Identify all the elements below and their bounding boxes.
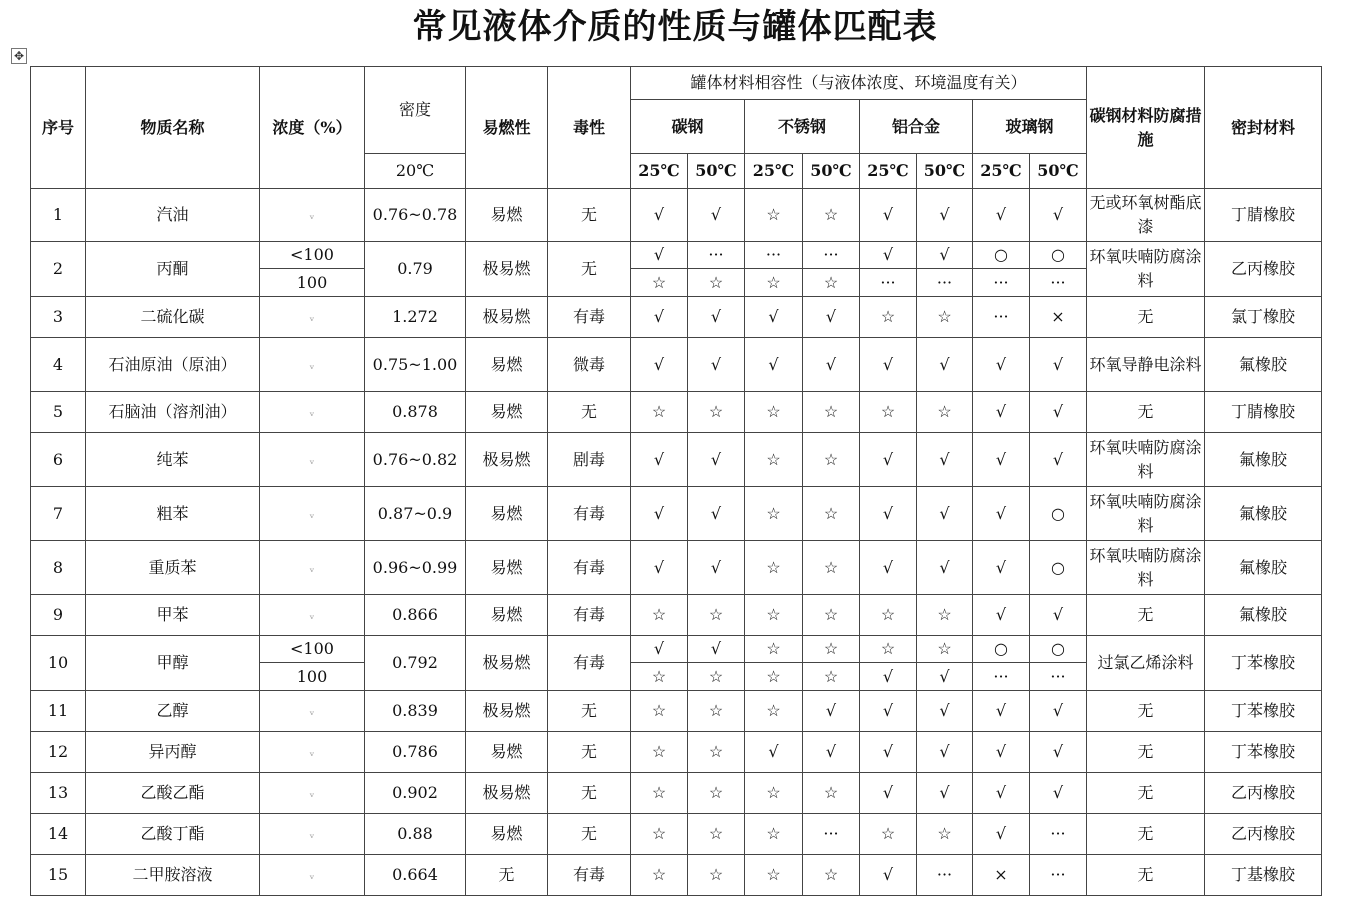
compat-cell: ··· [973,663,1030,691]
compat-cell: ☆ [917,392,973,433]
compat-cell: √ [631,487,688,541]
table-row [31,541,1322,595]
header-index: 序号 [31,67,86,189]
row-flammability: 易燃 [466,487,548,541]
row-seal: 丁苯橡胶 [1205,732,1322,773]
row-index: 3 [31,297,86,338]
row-protection: 过氯乙烯涂料 [1087,636,1205,691]
row-index: 12 [31,732,86,773]
header-material: 铝合金 [860,100,973,154]
compat-cell: √ [860,663,917,691]
header-temp: 25℃ [745,154,803,189]
compat-cell: ☆ [917,814,973,855]
compat-cell: √ [745,297,803,338]
row-seal: 氟橡胶 [1205,338,1322,392]
header-protection: 碳钢材料防腐措施 [1087,67,1205,189]
row-index: 10 [31,636,86,691]
row-flammability: 易燃 [466,732,548,773]
row-seal: 氯丁橡胶 [1205,297,1322,338]
header-material: 玻璃钢 [973,100,1087,154]
compat-cell: ☆ [745,814,803,855]
compat-cell: ☆ [688,773,745,814]
compat-cell: ☆ [631,392,688,433]
compat-cell: ☆ [803,773,860,814]
compat-cell: ○ [973,242,1030,269]
row-toxicity: 无 [548,691,631,732]
compat-cell: √ [803,297,860,338]
row-flammability: 易燃 [466,541,548,595]
compat-cell: √ [745,338,803,392]
row-protection: 无 [1087,814,1205,855]
table-row [31,855,1322,896]
compat-cell: ··· [973,269,1030,297]
row-protection: 无或环氧树酯底漆 [1087,189,1205,242]
compat-cell: √ [631,541,688,595]
row-density: 0.87~0.9 [365,487,466,541]
compat-cell: ☆ [803,189,860,242]
header-temp: 50℃ [688,154,745,189]
row-flammability: 易燃 [466,189,548,242]
compat-cell: √ [1030,732,1087,773]
compat-cell: √ [973,691,1030,732]
header-name: 物质名称 [86,67,260,189]
row-concentration: ᵥ [260,189,365,242]
row-name: 丙酮 [86,242,260,297]
table-row [31,433,1322,487]
header-toxicity: 毒性 [548,67,631,189]
compat-cell: √ [688,541,745,595]
row-toxicity: 有毒 [548,297,631,338]
compat-cell: √ [745,732,803,773]
row-concentration: ᵥ [260,773,365,814]
compat-cell: ☆ [688,269,745,297]
compat-cell: √ [860,541,917,595]
row-toxicity: 有毒 [548,541,631,595]
compat-cell: ☆ [688,595,745,636]
row-toxicity: 有毒 [548,636,631,691]
header-concentration: 浓度（%） [260,67,365,189]
compat-cell: ☆ [803,636,860,663]
compat-cell: √ [973,338,1030,392]
row-toxicity: 无 [548,773,631,814]
row-density: 0.792 [365,636,466,691]
row-name: 粗苯 [86,487,260,541]
compat-cell: √ [973,392,1030,433]
row-concentration: ᵥ [260,338,365,392]
compat-cell: √ [860,691,917,732]
compat-cell: √ [688,338,745,392]
row-density: 0.902 [365,773,466,814]
compat-cell: √ [688,189,745,242]
compat-cell: √ [973,189,1030,242]
row-index: 9 [31,595,86,636]
compat-cell: ☆ [803,487,860,541]
compat-cell: ○ [1030,242,1087,269]
row-protection: 无 [1087,773,1205,814]
header-temp: 25℃ [973,154,1030,189]
compat-cell: ··· [1030,269,1087,297]
table-row [31,595,1322,636]
row-index: 15 [31,855,86,896]
compat-cell: ☆ [631,269,688,297]
row-index: 6 [31,433,86,487]
row-name: 石油原油（原油） [86,338,260,392]
compat-cell: ☆ [745,691,803,732]
header-density-temp: 20℃ [365,154,466,189]
row-protection: 环氧呋喃防腐涂料 [1087,433,1205,487]
compat-cell: √ [803,691,860,732]
row-density: 0.866 [365,595,466,636]
document-title: 常见液体介质的性质与罐体匹配表 [412,7,938,47]
compat-cell: √ [917,732,973,773]
compat-cell: √ [917,338,973,392]
table-row [31,242,1322,269]
compat-cell: ○ [1030,487,1087,541]
row-name: 甲苯 [86,595,260,636]
row-flammability: 极易燃 [466,773,548,814]
row-protection: 环氧呋喃防腐涂料 [1087,487,1205,541]
compat-cell: ☆ [803,269,860,297]
compat-cell: × [973,855,1030,896]
row-concentration: <100 [260,636,365,663]
header-temp: 25℃ [860,154,917,189]
table-row [31,732,1322,773]
row-concentration: ᵥ [260,297,365,338]
compatibility-table [30,66,1322,896]
compat-cell: √ [631,338,688,392]
compat-cell: √ [917,242,973,269]
header-material: 碳钢 [631,100,745,154]
row-seal: 丁苯橡胶 [1205,691,1322,732]
compat-cell: √ [1030,595,1087,636]
header-temp: 50℃ [803,154,860,189]
row-protection: 无 [1087,855,1205,896]
row-concentration: 100 [260,663,365,691]
row-index: 5 [31,392,86,433]
row-toxicity: 无 [548,242,631,297]
row-density: 0.96~0.99 [365,541,466,595]
row-name: 石脑油（溶剂油） [86,392,260,433]
compat-cell: ☆ [745,487,803,541]
compat-cell: √ [631,636,688,663]
compat-cell: ☆ [745,773,803,814]
compat-cell: ··· [803,242,860,269]
compat-cell: √ [688,297,745,338]
row-index: 1 [31,189,86,242]
header-temp: 50℃ [917,154,973,189]
move-handle-icon[interactable]: ✥ [11,48,27,64]
compat-cell: √ [688,433,745,487]
row-seal: 氟橡胶 [1205,487,1322,541]
compat-cell: ☆ [745,541,803,595]
row-flammability: 极易燃 [466,691,548,732]
row-protection: 无 [1087,392,1205,433]
table-row [31,487,1322,541]
compat-cell: ☆ [803,392,860,433]
row-toxicity: 有毒 [548,855,631,896]
compat-cell: √ [631,433,688,487]
compat-cell: √ [973,541,1030,595]
row-name: 乙醇 [86,691,260,732]
compat-cell: ☆ [745,269,803,297]
row-protection: 无 [1087,595,1205,636]
compat-cell: ··· [973,297,1030,338]
compat-cell: ··· [1030,663,1087,691]
header-material: 不锈钢 [745,100,860,154]
compat-cell: √ [688,487,745,541]
compat-cell: ○ [1030,541,1087,595]
compat-cell: × [1030,297,1087,338]
row-name: 汽油 [86,189,260,242]
row-density: 0.75~1.00 [365,338,466,392]
row-flammability: 极易燃 [466,433,548,487]
compat-cell: ☆ [631,732,688,773]
compat-cell: ☆ [631,814,688,855]
row-density: 0.76~0.82 [365,433,466,487]
row-density: 0.79 [365,242,466,297]
compat-cell: √ [1030,189,1087,242]
row-name: 二硫化碳 [86,297,260,338]
compat-cell: √ [803,338,860,392]
compat-cell: ☆ [745,636,803,663]
compat-cell: √ [860,773,917,814]
compat-cell: ☆ [688,392,745,433]
compat-cell: √ [1030,691,1087,732]
compat-cell: ☆ [631,595,688,636]
row-index: 2 [31,242,86,297]
compat-cell: √ [1030,338,1087,392]
row-density: 0.839 [365,691,466,732]
compat-cell: ☆ [745,433,803,487]
row-name: 二甲胺溶液 [86,855,260,896]
row-concentration: ᵥ [260,433,365,487]
compat-cell: √ [917,487,973,541]
row-name: 异丙醇 [86,732,260,773]
row-density: 0.76~0.78 [365,189,466,242]
table-row [31,189,1322,242]
header-temp: 25℃ [631,154,688,189]
compat-cell: √ [860,855,917,896]
table-row [31,773,1322,814]
compat-cell: ☆ [803,595,860,636]
compat-cell: ··· [917,855,973,896]
table-row [31,338,1322,392]
row-concentration: 100 [260,269,365,297]
table-row [31,392,1322,433]
row-toxicity: 无 [548,189,631,242]
compat-cell: √ [860,732,917,773]
compat-cell: √ [917,541,973,595]
row-index: 11 [31,691,86,732]
row-seal: 丁苯橡胶 [1205,636,1322,691]
row-density: 0.878 [365,392,466,433]
compat-cell: ··· [803,814,860,855]
row-concentration: ᵥ [260,855,365,896]
row-protection: 无 [1087,297,1205,338]
compat-cell: √ [1030,392,1087,433]
compat-cell: √ [631,297,688,338]
row-seal: 氟橡胶 [1205,433,1322,487]
compat-cell: ☆ [631,773,688,814]
table-row [31,691,1322,732]
compat-cell: √ [860,242,917,269]
row-name: 乙酸乙酯 [86,773,260,814]
compat-cell: ○ [1030,636,1087,663]
row-seal: 丁基橡胶 [1205,855,1322,896]
compat-cell: √ [917,433,973,487]
row-seal: 氟橡胶 [1205,595,1322,636]
row-concentration: ᵥ [260,691,365,732]
header-row [31,67,1322,100]
compat-cell: ☆ [688,691,745,732]
compat-cell: ☆ [745,189,803,242]
compat-cell: √ [631,189,688,242]
header-density: 密度 [365,67,466,154]
row-seal: 丁腈橡胶 [1205,189,1322,242]
row-flammability: 极易燃 [466,242,548,297]
row-name: 纯苯 [86,433,260,487]
row-flammability: 易燃 [466,814,548,855]
compat-cell: ☆ [803,663,860,691]
row-density: 0.786 [365,732,466,773]
compat-cell: ☆ [860,636,917,663]
row-seal: 乙丙橡胶 [1205,242,1322,297]
row-toxicity: 无 [548,392,631,433]
row-concentration: ᵥ [260,541,365,595]
row-seal: 氟橡胶 [1205,541,1322,595]
row-density: 0.664 [365,855,466,896]
compat-cell: ☆ [860,297,917,338]
row-index: 4 [31,338,86,392]
compat-cell: √ [860,433,917,487]
compat-cell: ☆ [631,663,688,691]
compat-cell: √ [973,814,1030,855]
row-seal: 丁腈橡胶 [1205,392,1322,433]
compat-cell: √ [973,487,1030,541]
row-concentration: ᵥ [260,392,365,433]
row-toxicity: 无 [548,732,631,773]
compat-cell: √ [973,773,1030,814]
compat-cell: √ [860,189,917,242]
compat-cell: ··· [917,269,973,297]
row-index: 8 [31,541,86,595]
compat-cell: √ [917,773,973,814]
header-compat-group: 罐体材料相容性（与液体浓度、环境温度有关） [631,67,1087,100]
row-flammability: 易燃 [466,595,548,636]
compat-cell: ☆ [860,595,917,636]
row-flammability: 极易燃 [466,636,548,691]
row-toxicity: 有毒 [548,595,631,636]
row-name: 重质苯 [86,541,260,595]
compat-cell: ☆ [745,855,803,896]
compat-cell: ☆ [917,636,973,663]
compat-cell: ☆ [745,392,803,433]
compat-cell: ··· [1030,814,1087,855]
compat-cell: √ [631,242,688,269]
row-protection: 环氧呋喃防腐涂料 [1087,242,1205,297]
compat-cell: ☆ [688,732,745,773]
compat-cell: ☆ [745,595,803,636]
compat-cell: ··· [688,242,745,269]
compat-cell: √ [1030,773,1087,814]
row-concentration: ᵥ [260,595,365,636]
table-row [31,814,1322,855]
compat-cell: ☆ [803,433,860,487]
compat-cell: √ [1030,433,1087,487]
compat-cell: ··· [745,242,803,269]
compat-cell: ☆ [631,691,688,732]
compat-cell: ··· [860,269,917,297]
header-seal: 密封材料 [1205,67,1322,189]
compat-cell: ☆ [688,855,745,896]
row-concentration: ᵥ [260,732,365,773]
table-row [31,297,1322,338]
row-flammability: 易燃 [466,338,548,392]
row-index: 7 [31,487,86,541]
compat-cell: √ [688,636,745,663]
compat-cell: ☆ [631,855,688,896]
compat-cell: √ [917,663,973,691]
compat-cell: ☆ [745,663,803,691]
table-row [31,636,1322,663]
row-density: 1.272 [365,297,466,338]
row-flammability: 无 [466,855,548,896]
row-concentration: ᵥ [260,814,365,855]
header-temp: 50℃ [1030,154,1087,189]
compat-cell: ☆ [917,297,973,338]
row-toxicity: 有毒 [548,487,631,541]
row-name: 乙酸丁酯 [86,814,260,855]
row-name: 甲醇 [86,636,260,691]
compat-cell: ☆ [803,541,860,595]
compat-cell: √ [973,732,1030,773]
row-protection: 环氧导静电涂料 [1087,338,1205,392]
row-protection: 无 [1087,732,1205,773]
compat-cell: √ [917,691,973,732]
compat-cell: √ [860,338,917,392]
compat-cell: ○ [973,636,1030,663]
compat-cell: √ [917,189,973,242]
row-index: 14 [31,814,86,855]
compat-cell: ☆ [860,392,917,433]
row-toxicity: 微毒 [548,338,631,392]
compat-cell: √ [860,487,917,541]
row-density: 0.88 [365,814,466,855]
row-flammability: 易燃 [466,392,548,433]
row-concentration: ᵥ [260,487,365,541]
row-flammability: 极易燃 [466,297,548,338]
row-protection: 环氧呋喃防腐涂料 [1087,541,1205,595]
compat-cell: √ [973,595,1030,636]
compat-cell: ☆ [688,814,745,855]
compat-cell: ☆ [917,595,973,636]
header-flammability: 易燃性 [466,67,548,189]
row-seal: 乙丙橡胶 [1205,773,1322,814]
row-index: 13 [31,773,86,814]
compat-cell: ··· [1030,855,1087,896]
compat-cell: ☆ [688,663,745,691]
row-toxicity: 剧毒 [548,433,631,487]
row-toxicity: 无 [548,814,631,855]
compat-cell: ☆ [860,814,917,855]
compat-cell: ☆ [803,855,860,896]
compat-cell: √ [973,433,1030,487]
compat-cell: √ [803,732,860,773]
row-concentration: <100 [260,242,365,269]
row-seal: 乙丙橡胶 [1205,814,1322,855]
row-protection: 无 [1087,691,1205,732]
